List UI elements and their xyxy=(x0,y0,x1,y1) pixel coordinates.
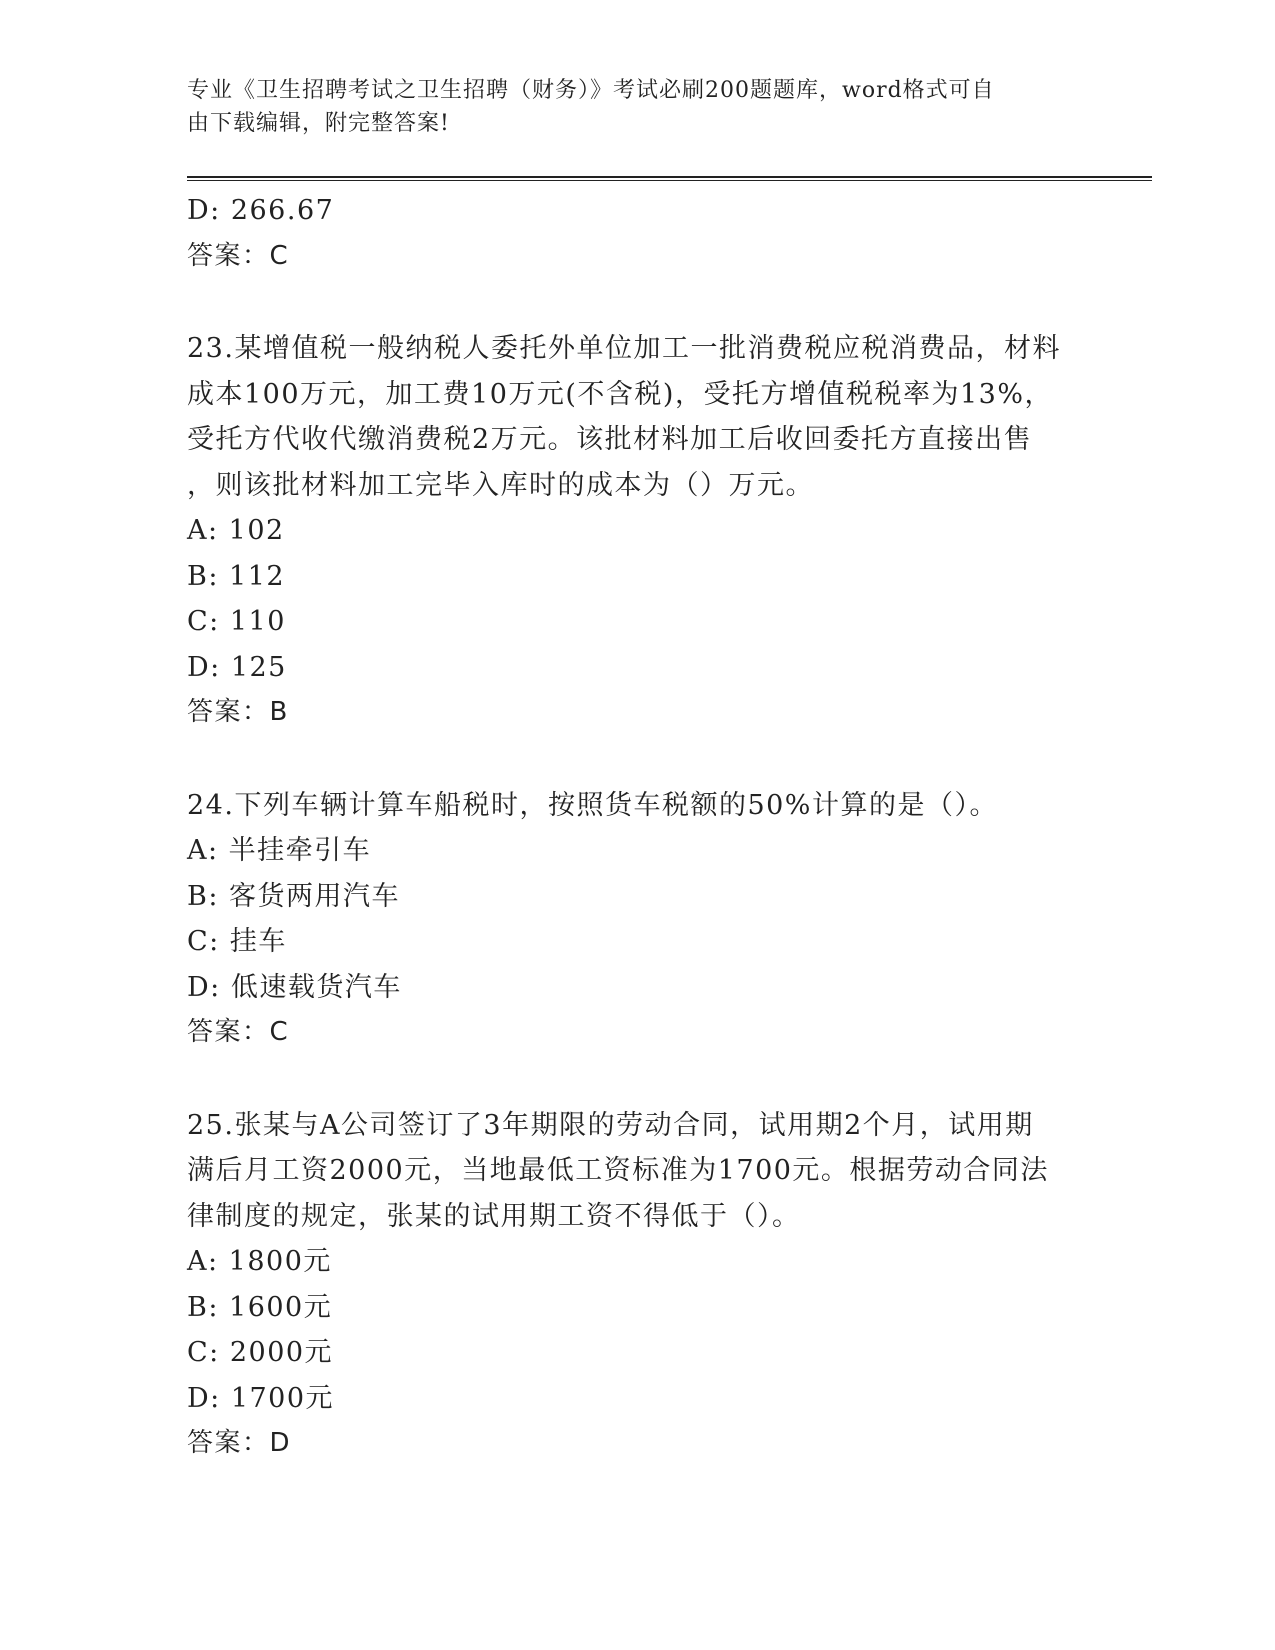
question-stem-line: 24.下列车辆计算车船税时，按照货车税额的50%计算的是（）。 xyxy=(187,789,998,821)
question-stem-line: 成本100万元，加工费10万元(不含税)，受托方增值税税率为13%， xyxy=(187,378,1053,410)
question-stem-line: 25.张某与A公司签订了3年期限的劳动合同，试用期2个月，试用期 xyxy=(187,1109,1034,1141)
option-b: B: 1600元 xyxy=(187,1291,333,1323)
question-22-tail xyxy=(187,188,1087,279)
question-23 xyxy=(187,326,1087,736)
option-c: C: 2000元 xyxy=(187,1337,334,1368)
answer: 答案：B xyxy=(187,697,289,727)
question-stem-line: 满后月工资2000元，当地最低工资标准为1700元。根据劳动合同法 xyxy=(187,1155,1049,1186)
question-stem-line: ，则该批材料加工完毕入库时的成本为（）万元。 xyxy=(187,469,814,501)
question-stem-line: 受托方代收代缴消费税2万元。该批材料加工后收回委托方直接出售 xyxy=(187,424,1033,455)
option-d: D: 125 xyxy=(187,651,287,683)
option-a: A: 半挂牵引车 xyxy=(187,835,372,866)
option-a: A: 1800元 xyxy=(187,1246,332,1277)
option-d: D: 266.67 xyxy=(187,195,335,226)
header-line-2: 由下载编辑，附完整答案! xyxy=(187,111,450,136)
option-b: B: 112 xyxy=(187,560,286,592)
question-stem-line: 律制度的规定，张某的试用期工资不得低于（）。 xyxy=(187,1200,801,1232)
option-d: D: 1700元 xyxy=(187,1382,335,1414)
question-25 xyxy=(187,1103,1087,1467)
option-d: D: 低速载货汽车 xyxy=(187,971,402,1003)
option-b: B: 客货两用汽车 xyxy=(187,880,401,912)
spacer xyxy=(187,279,1087,326)
option-c: C: 挂车 xyxy=(187,926,287,957)
question-24 xyxy=(187,783,1087,1056)
spacer xyxy=(187,736,1087,783)
header-divider xyxy=(187,176,1152,181)
answer: 答案：D xyxy=(187,1428,292,1458)
header-line-1: 专业《卫生招聘考试之卫生招聘（财务）》考试必刷200题题库，word格式可自 xyxy=(187,78,995,103)
answer: 答案：C xyxy=(187,1017,290,1047)
spacer xyxy=(187,1056,1087,1103)
document-body xyxy=(187,188,1087,1467)
answer: 答案：C xyxy=(187,240,290,271)
page-header xyxy=(187,74,1067,140)
option-a: A: 102 xyxy=(187,515,285,546)
option-c: C: 110 xyxy=(187,606,286,637)
question-stem-line: 23.某增值税一般纳税人委托外单位加工一批消费税应税消费品，材料 xyxy=(187,333,1061,364)
